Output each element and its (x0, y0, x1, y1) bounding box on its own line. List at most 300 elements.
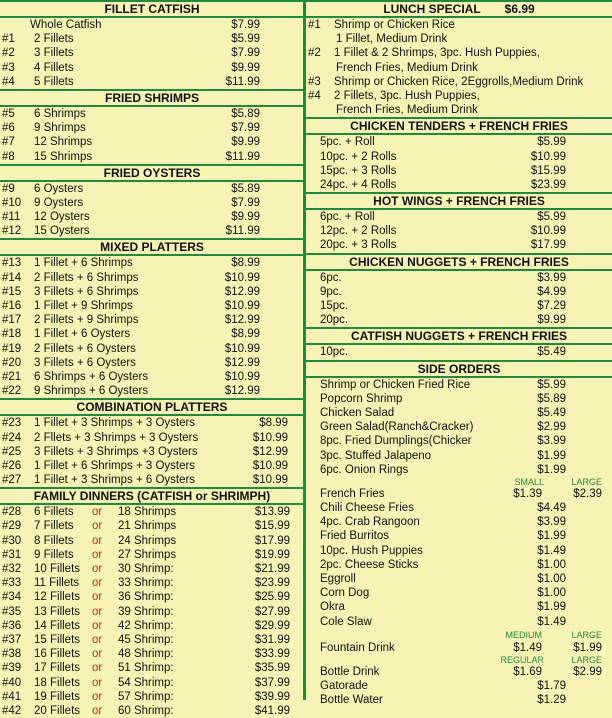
item-price: $41.99 (254, 704, 290, 717)
item-number: #41 (2, 690, 22, 703)
item-number: #9 (2, 182, 15, 195)
line-text: 1 Fillet, Medium Drink (336, 33, 448, 46)
mixed-platters-header (0, 238, 304, 256)
item-price: $10.99 (252, 474, 288, 487)
item-name: Chicken Salad (320, 406, 395, 419)
item-name: 6 Shrimps (34, 107, 86, 120)
hot-wings-header-title: HOT WINGS + FRENCH FRIES (373, 194, 545, 209)
lunch-special-header-price: $6.99 (504, 2, 535, 16)
menu-item (0, 605, 304, 619)
price-large: $1.99 (573, 641, 602, 654)
item-name: 1 Fillet + 6 Shrimps + 3 Oysters (34, 459, 196, 472)
menu-item (0, 61, 304, 75)
item-name: 1 Fillet + 3 Shrimps + 6 Oysters (34, 474, 196, 487)
item-name: Corn Dog (320, 587, 370, 600)
fillet-count: 19 Fillets (34, 690, 81, 703)
menu-item (0, 370, 304, 384)
item-price: $31.99 (254, 633, 290, 646)
item-number: #4 (2, 75, 15, 88)
shrimp-count: 24 Shrimps (118, 534, 177, 547)
lunch-special-line (306, 46, 612, 60)
menu-item (0, 548, 304, 562)
item-price: $3.99 (537, 271, 566, 284)
item-price: $10.99 (530, 225, 566, 238)
item-price: $5.99 (537, 136, 566, 149)
lunch-special-line (306, 61, 612, 75)
item-number: #6 (2, 122, 15, 135)
item-price: $29.99 (254, 619, 290, 632)
menu-item (0, 633, 304, 647)
item-price: $11.99 (225, 150, 260, 163)
item-price: $1.79 (537, 680, 566, 693)
menu-item (306, 572, 612, 586)
menu-item (306, 224, 612, 238)
family-dinners-header-title: FAMILY DINNERS (CATFISH or SHRIMPH) (33, 489, 271, 504)
or-word: or (92, 676, 103, 689)
item-price: $12.99 (224, 385, 260, 398)
item-number: #17 (2, 314, 22, 327)
fillet-count: 12 Fillets (34, 591, 81, 604)
menu-item (0, 299, 304, 313)
or-word: or (92, 506, 103, 519)
item-number: #3 (308, 75, 321, 88)
or-word: or (92, 520, 103, 533)
menu-item (0, 647, 304, 661)
menu-item (306, 285, 612, 299)
menu-item (0, 135, 304, 149)
menu-item (0, 32, 304, 46)
item-name: 3pc. Stuffed Jalapeno (320, 449, 432, 462)
or-word: or (92, 591, 103, 604)
item-name: 9pc. (320, 285, 342, 298)
size-regular-label: REGULAR (500, 654, 544, 665)
item-price: $35.99 (254, 662, 290, 675)
item-number: #35 (2, 605, 22, 618)
shrimp-count: 54 Shrimp: (118, 676, 174, 689)
item-name: 2 Fillets + 6 Shrimps (34, 271, 139, 284)
item-price: $33.99 (254, 648, 290, 661)
item-name: 1 Fillet + 6 Oysters (34, 328, 131, 341)
item-name: 9 Shrimps + 6 Oysters (34, 385, 149, 398)
menu-item (306, 641, 612, 655)
size-large-label: LARGE (571, 654, 602, 665)
fillet-count: 20 Fillets (34, 704, 81, 717)
menu-item (0, 590, 304, 604)
item-price: $1.99 (537, 449, 566, 462)
item-number: #33 (2, 577, 22, 590)
menu-item (0, 519, 304, 533)
shrimp-count: 18 Shrimps (118, 506, 177, 519)
item-price: $5.89 (231, 182, 260, 195)
item-price: $12.99 (224, 285, 260, 298)
menu-item (0, 562, 304, 576)
item-price: $7.29 (537, 300, 566, 312)
item-price: $9.99 (231, 211, 260, 224)
item-price: $7.99 (231, 122, 260, 135)
menu-item (0, 459, 304, 473)
item-name: 10pc. + 2 Rolls (320, 150, 397, 163)
menu-item (306, 150, 612, 164)
menu-item (0, 224, 304, 238)
item-price: $5.99 (537, 211, 566, 224)
menu-item (306, 487, 612, 501)
menu-item (306, 586, 612, 600)
item-name: 15 Shrimps (34, 150, 93, 163)
item-name: Chili Cheese Fries (320, 502, 414, 515)
item-price: $10.99 (530, 150, 566, 163)
menu-item (0, 313, 304, 327)
item-price: $10.99 (252, 459, 288, 472)
menu-item (0, 690, 304, 704)
item-name: 6pc. Onion Rings (320, 463, 409, 476)
menu-item (0, 342, 304, 356)
menu-item (0, 327, 304, 341)
menu-item (0, 445, 304, 459)
menu-item (0, 431, 304, 445)
side-orders-header (306, 360, 612, 378)
chicken-tenders-header-title: CHICKEN TENDERS + FRENCH FRIES (350, 119, 568, 134)
item-price: $19.99 (254, 548, 290, 561)
item-name: 8pc. Fried Dumplings(Chicker (320, 435, 472, 448)
menu-item (306, 665, 612, 679)
item-name: French Fries (320, 487, 385, 500)
item-name: 3 Fillets + 6 Oysters (34, 356, 136, 369)
item-number: #4 (308, 89, 321, 102)
shrimp-count: 42 Shrimp: (118, 619, 174, 632)
left-column (0, 0, 304, 718)
item-price: $7.99 (231, 196, 260, 209)
item-name: 2 Fllets + 3 Shrimps + 3 Oysters (34, 431, 199, 444)
item-price: $1.99 (537, 530, 566, 543)
menu-item (0, 473, 304, 487)
menu-item (0, 182, 304, 196)
line-text: 1 Fillet & 2 Shrimps, 3pc. Hush Puppies, (334, 47, 540, 60)
menu-item (306, 164, 612, 178)
fillet-count: 15 Fillets (34, 633, 81, 646)
item-number: #30 (2, 534, 22, 547)
shrimp-count: 30 Shrimp: (118, 563, 174, 575)
shrimp-count: 27 Shrimps (118, 548, 177, 561)
item-number: #40 (2, 676, 22, 689)
item-price: $10.99 (252, 431, 288, 444)
item-price: $39.99 (254, 690, 290, 703)
item-name: Popcorn Shrimp (320, 392, 403, 405)
item-number: #18 (2, 328, 22, 341)
item-number: #19 (2, 342, 22, 355)
item-name: Bottle Drink (320, 665, 380, 678)
price-regular: $1.69 (513, 665, 542, 678)
item-price: $8.99 (231, 328, 260, 341)
menu-item (306, 271, 612, 285)
item-name: 1 Fillet + 3 Shrimps + 3 Oysters (34, 417, 196, 430)
item-number: #8 (2, 150, 15, 163)
size-large-label: LARGE (571, 476, 602, 487)
lunch-special-line (306, 89, 612, 103)
item-price: $5.49 (537, 406, 566, 419)
item-name: 10pc. Hush Puppies (320, 544, 423, 557)
lunch-special-line (306, 18, 612, 32)
menu-item (306, 529, 612, 543)
item-price: $5.99 (537, 378, 566, 391)
or-word: or (92, 534, 103, 547)
item-price: $25.99 (254, 591, 290, 604)
item-name: 2 Fillets + 9 Shrimps (34, 314, 139, 327)
menu-item (0, 384, 304, 398)
menu-item (0, 576, 304, 590)
menu-item (306, 406, 612, 420)
item-price: $17.99 (530, 239, 566, 252)
menu-item (306, 679, 612, 693)
menu-item (306, 378, 612, 392)
item-number: #15 (2, 285, 22, 298)
shrimp-count: 36 Shrimp: (118, 591, 174, 604)
item-name: 5pc. + Roll (320, 136, 375, 149)
item-price: $1.49 (537, 615, 566, 628)
menu-item (0, 121, 304, 135)
combination-platters-header (0, 398, 304, 416)
menu-item (306, 210, 612, 224)
item-number: #25 (2, 445, 22, 458)
right-column (306, 0, 612, 708)
lunch-special-header (306, 0, 612, 18)
item-number: #2 (2, 47, 15, 60)
menu-item (306, 463, 612, 477)
item-price: $5.99 (231, 33, 260, 46)
item-number: #31 (2, 548, 22, 561)
item-price: $12.99 (224, 314, 260, 327)
item-price: $1.00 (537, 587, 566, 600)
menu-item (0, 150, 304, 164)
menu-item (306, 420, 612, 434)
shrimp-count: 51 Shrimp: (118, 662, 174, 675)
fillet-count: 13 Fillets (34, 605, 81, 618)
item-number: #24 (2, 431, 22, 444)
menu-item (0, 416, 304, 430)
item-price: $27.99 (254, 605, 290, 618)
item-name: 12 Shrimps (34, 136, 93, 149)
item-number: #22 (2, 385, 22, 398)
fried-shrimps-header-title: FRIED SHRIMPS (104, 90, 199, 105)
item-name: Bottle Water (320, 694, 383, 707)
item-name: 3 Fillets + 6 Shrimps (34, 285, 139, 298)
item-price: $4.49 (537, 502, 566, 515)
item-name: 1 Fillet + 6 Shrimps (34, 257, 133, 270)
item-price: $37.99 (254, 676, 290, 689)
or-word: or (92, 690, 103, 703)
item-price: $3.99 (537, 516, 566, 529)
item-number: #1 (308, 19, 321, 31)
item-number: #38 (2, 648, 22, 661)
item-price: $1.00 (537, 573, 566, 585)
item-number: #20 (2, 356, 22, 369)
menu-item (306, 558, 612, 572)
item-number: #39 (2, 662, 22, 675)
fillet-count: 11 Fillets (34, 577, 80, 590)
menu-item (306, 135, 612, 149)
menu-item (0, 661, 304, 675)
item-price: $15.99 (530, 164, 566, 177)
or-word: or (92, 662, 103, 675)
fillet-count: 9 Fillets (34, 548, 74, 561)
item-price: $2.99 (537, 421, 566, 434)
hot-wings-header (306, 192, 612, 210)
item-name: Gatorade (320, 680, 368, 693)
item-price: $1.00 (537, 558, 566, 571)
fillet-count: 16 Fillets (34, 648, 81, 661)
item-price: $7.99 (231, 47, 260, 60)
or-word: or (92, 619, 103, 632)
item-price: $21.99 (254, 563, 290, 575)
item-price: $9.99 (231, 61, 260, 74)
fried-shrimps-header (0, 89, 304, 107)
item-name: Fountain Drink (320, 641, 395, 654)
menu-item (0, 18, 304, 32)
price-small: $1.39 (513, 487, 542, 500)
item-number: #36 (2, 619, 22, 632)
line-text: French Fries, Medium Drink (336, 61, 478, 74)
fillet-count: 8 Fillets (34, 534, 74, 547)
menu-item (306, 345, 612, 359)
size-small-label: SMALL (514, 476, 544, 487)
item-number: #29 (2, 520, 22, 533)
item-name: Green Salad(Ranch&Cracker) (320, 421, 474, 434)
mixed-platters-header-title: MIXED PLATTERS (100, 240, 204, 255)
menu-item (0, 256, 304, 270)
item-number: #16 (2, 300, 22, 312)
item-price: $9.99 (537, 314, 566, 327)
or-word: or (92, 577, 103, 590)
item-price: $10.99 (224, 300, 260, 312)
item-number: #23 (2, 417, 22, 430)
item-price: $1.99 (537, 601, 566, 614)
item-number: #27 (2, 474, 22, 487)
item-name: 6pc. + Roll (320, 211, 375, 224)
lunch-special-line (306, 103, 612, 117)
price-large: $2.39 (573, 487, 602, 500)
item-name: 3 Fillets + 3 Shrimps +3 Oysters (34, 445, 198, 458)
or-word: or (92, 548, 103, 561)
item-price: $12.99 (252, 445, 288, 458)
item-name: Okra (320, 601, 345, 614)
item-name: Whole Catfish (30, 19, 102, 31)
item-number: #14 (2, 271, 22, 284)
menu-item (306, 434, 612, 448)
lunch-special-header-title: LUNCH SPECIAL (383, 2, 481, 16)
menu-item (306, 544, 612, 558)
lunch-special-line (306, 32, 612, 46)
menu-item (0, 356, 304, 370)
menu-item (306, 449, 612, 463)
menu-item (306, 501, 612, 515)
menu-item (306, 615, 612, 629)
fillet-catfish-header (0, 0, 304, 18)
item-name: 24pc. + 4 Rolls (320, 178, 397, 191)
side-orders-header-title: SIDE ORDERS (417, 361, 501, 376)
shrimp-count: 60 Shrimp: (118, 704, 174, 717)
menu-item (306, 515, 612, 529)
item-price: $13.99 (254, 506, 290, 519)
item-name: 6 Shrimps + 6 Oysters (34, 370, 149, 383)
item-number: #13 (2, 257, 22, 270)
item-name: 2pc. Cheese Sticks (320, 558, 419, 571)
item-number: #10 (2, 196, 22, 209)
or-word: or (92, 704, 103, 717)
item-name: 20pc. (320, 314, 349, 327)
item-number: #11 (2, 211, 21, 224)
item-price: $23.99 (254, 577, 290, 590)
fillet-count: 17 Fillets (34, 662, 81, 675)
item-number: #5 (2, 107, 15, 120)
shrimp-count: 57 Shrimp: (118, 690, 174, 703)
item-name: 9 Oysters (34, 196, 84, 209)
line-text: Shrimp or Chicken Rice, 2Eggrolls,Medium Drink (334, 75, 584, 88)
item-price: $3.99 (537, 435, 566, 448)
menu-item (0, 107, 304, 121)
menu-item (0, 210, 304, 224)
item-number: #21 (2, 370, 22, 383)
menu-item (306, 313, 612, 327)
menu-item (0, 75, 304, 89)
or-word: or (92, 563, 103, 575)
menu-item (0, 196, 304, 210)
item-number: #32 (2, 563, 22, 575)
menu-item (306, 600, 612, 614)
menu-item (0, 505, 304, 519)
item-price: $5.89 (231, 107, 260, 120)
menu-item (306, 392, 612, 406)
menu-item (0, 534, 304, 548)
item-name: 6 Oysters (34, 182, 84, 195)
or-word: or (92, 605, 103, 618)
or-word: or (92, 648, 103, 661)
item-name: 15 Oysters (34, 225, 90, 238)
price-large: $2.99 (573, 665, 602, 678)
item-number: #34 (2, 591, 22, 604)
fried-oysters-header (0, 164, 304, 182)
item-name: 12pc. + 2 Rolls (320, 225, 397, 238)
item-price: $10.99 (224, 271, 260, 284)
lunch-special-line (306, 75, 612, 89)
item-name: 9 Shrimps (34, 122, 86, 135)
item-name: 2 Fillets (34, 33, 74, 46)
item-price: $17.99 (254, 534, 290, 547)
item-name: 4pc. Crab Rangoon (320, 516, 420, 529)
item-price: $5.49 (537, 346, 566, 359)
item-name: Cole Slaw (320, 615, 372, 628)
menu-item (0, 271, 304, 285)
fillet-count: 7 Fillets (34, 520, 74, 533)
item-name: 3 Fillets (34, 47, 74, 60)
item-name: Shrimp or Chicken Fried Rice (320, 378, 471, 391)
item-price: $10.99 (224, 342, 260, 355)
shrimp-count: 33 Shrimp: (118, 577, 174, 590)
size-large-label: LARGE (571, 629, 602, 640)
item-name: 4 Fillets (34, 61, 74, 74)
item-number: #3 (2, 61, 15, 74)
item-price: $8.99 (259, 417, 288, 430)
item-number: #7 (2, 136, 15, 149)
item-price: $8.99 (231, 257, 260, 270)
item-name: 10pc. (320, 346, 349, 359)
menu-item (306, 299, 612, 313)
fillet-catfish-header-title: FILLET CATFISH (104, 2, 200, 16)
menu-item (306, 178, 612, 192)
shrimp-count: 48 Shrimp: (118, 648, 174, 661)
menu-item (0, 704, 304, 718)
item-price: $5.89 (537, 392, 566, 405)
item-price: $15.99 (254, 520, 290, 533)
item-name: Eggroll (320, 573, 356, 585)
